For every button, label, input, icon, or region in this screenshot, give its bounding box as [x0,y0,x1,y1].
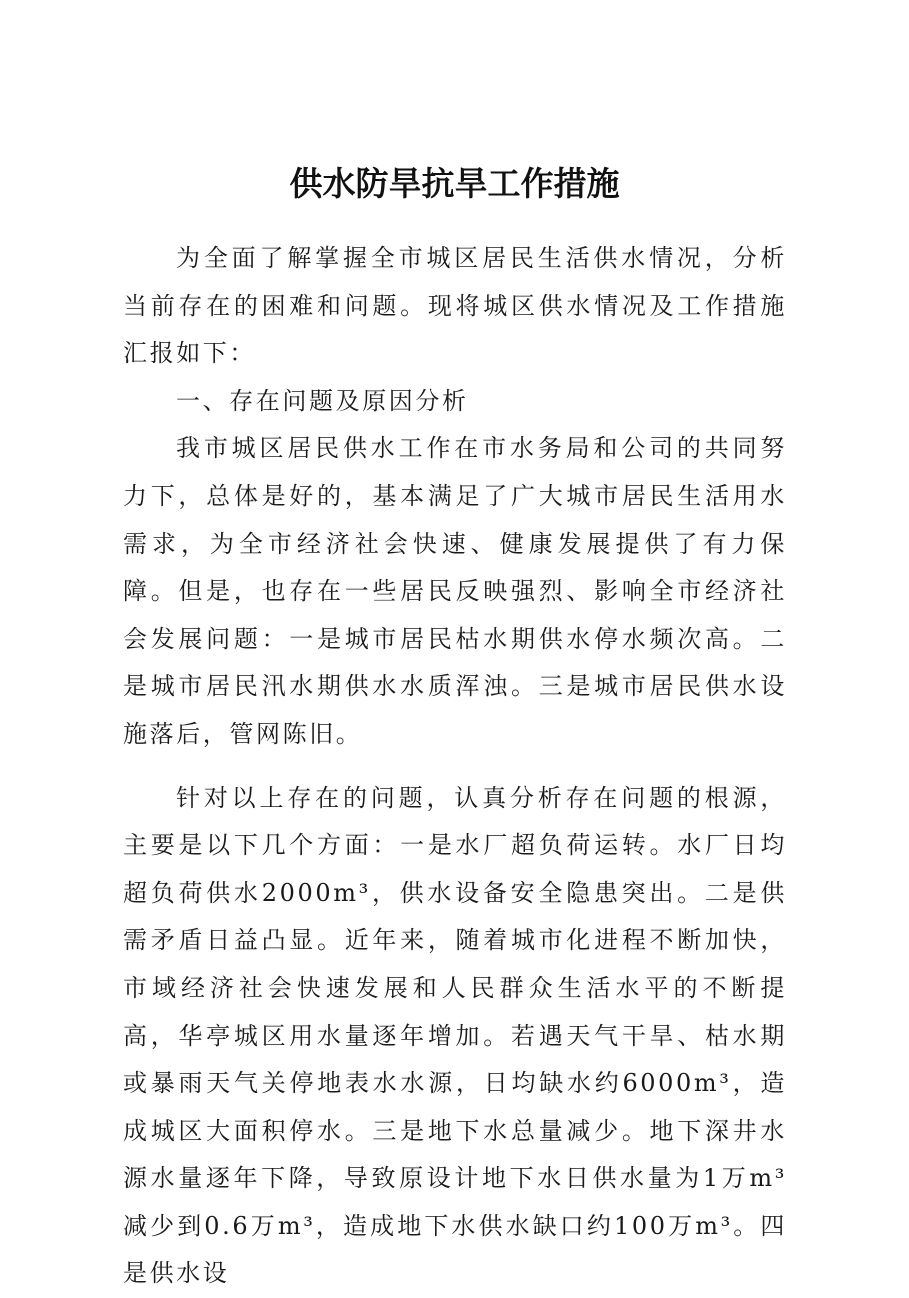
document-body [123,235,787,1298]
cause-paragraph: 针对以上存在的问题，认真分析存在问题的根源，主要是以下几个方面：一是水厂超负荷运转。水厂日均超负荷供水2000m³，供水设备安全隐患突出。二是供需矛盾日益凸显。近年来，随着城市化进程不断加快，市域经济社会快速发展和人民群众生活水平的不断提高，华亭城区用水量逐年增加。若遇天气干旱、枯水期或暴雨天气关停地表水水源，日均缺水约6000m³，造成城区大面积停水。三是地下水总量减少。地下深井水源水量逐年下降，导致原设计地下水日供水量为1万m³减少到0.6万m³，造成地下水供水缺口约100万m³。四是供水设 [123,783,787,1288]
paragraph-gap [123,759,787,775]
document-title: 供水防旱抗旱工作措施 [289,164,620,203]
section-heading: 一、存在问题及原因分析 [176,386,469,415]
intro-paragraph: 为全面了解掌握全市城区居民生活供水情况，分析当前存在的困难和问题。现将城区供水情况及工作措施汇报如下： [123,244,787,368]
problem-paragraph: 我市城区居民供水工作在市水务局和公司的共同努力下，总体是好的，基本满足了广大城市居民生活用水需求，为全市经济社会快速、健康发展提供了有力保障。但是，也存在一些居民反映强烈、影响全市经济社会发展问题：一是城市居民枯水期供水停水频次高。二是城市居民汛水期供水水质浑浊。三是城市居民供水设施落后，管网陈旧。 [123,434,787,748]
